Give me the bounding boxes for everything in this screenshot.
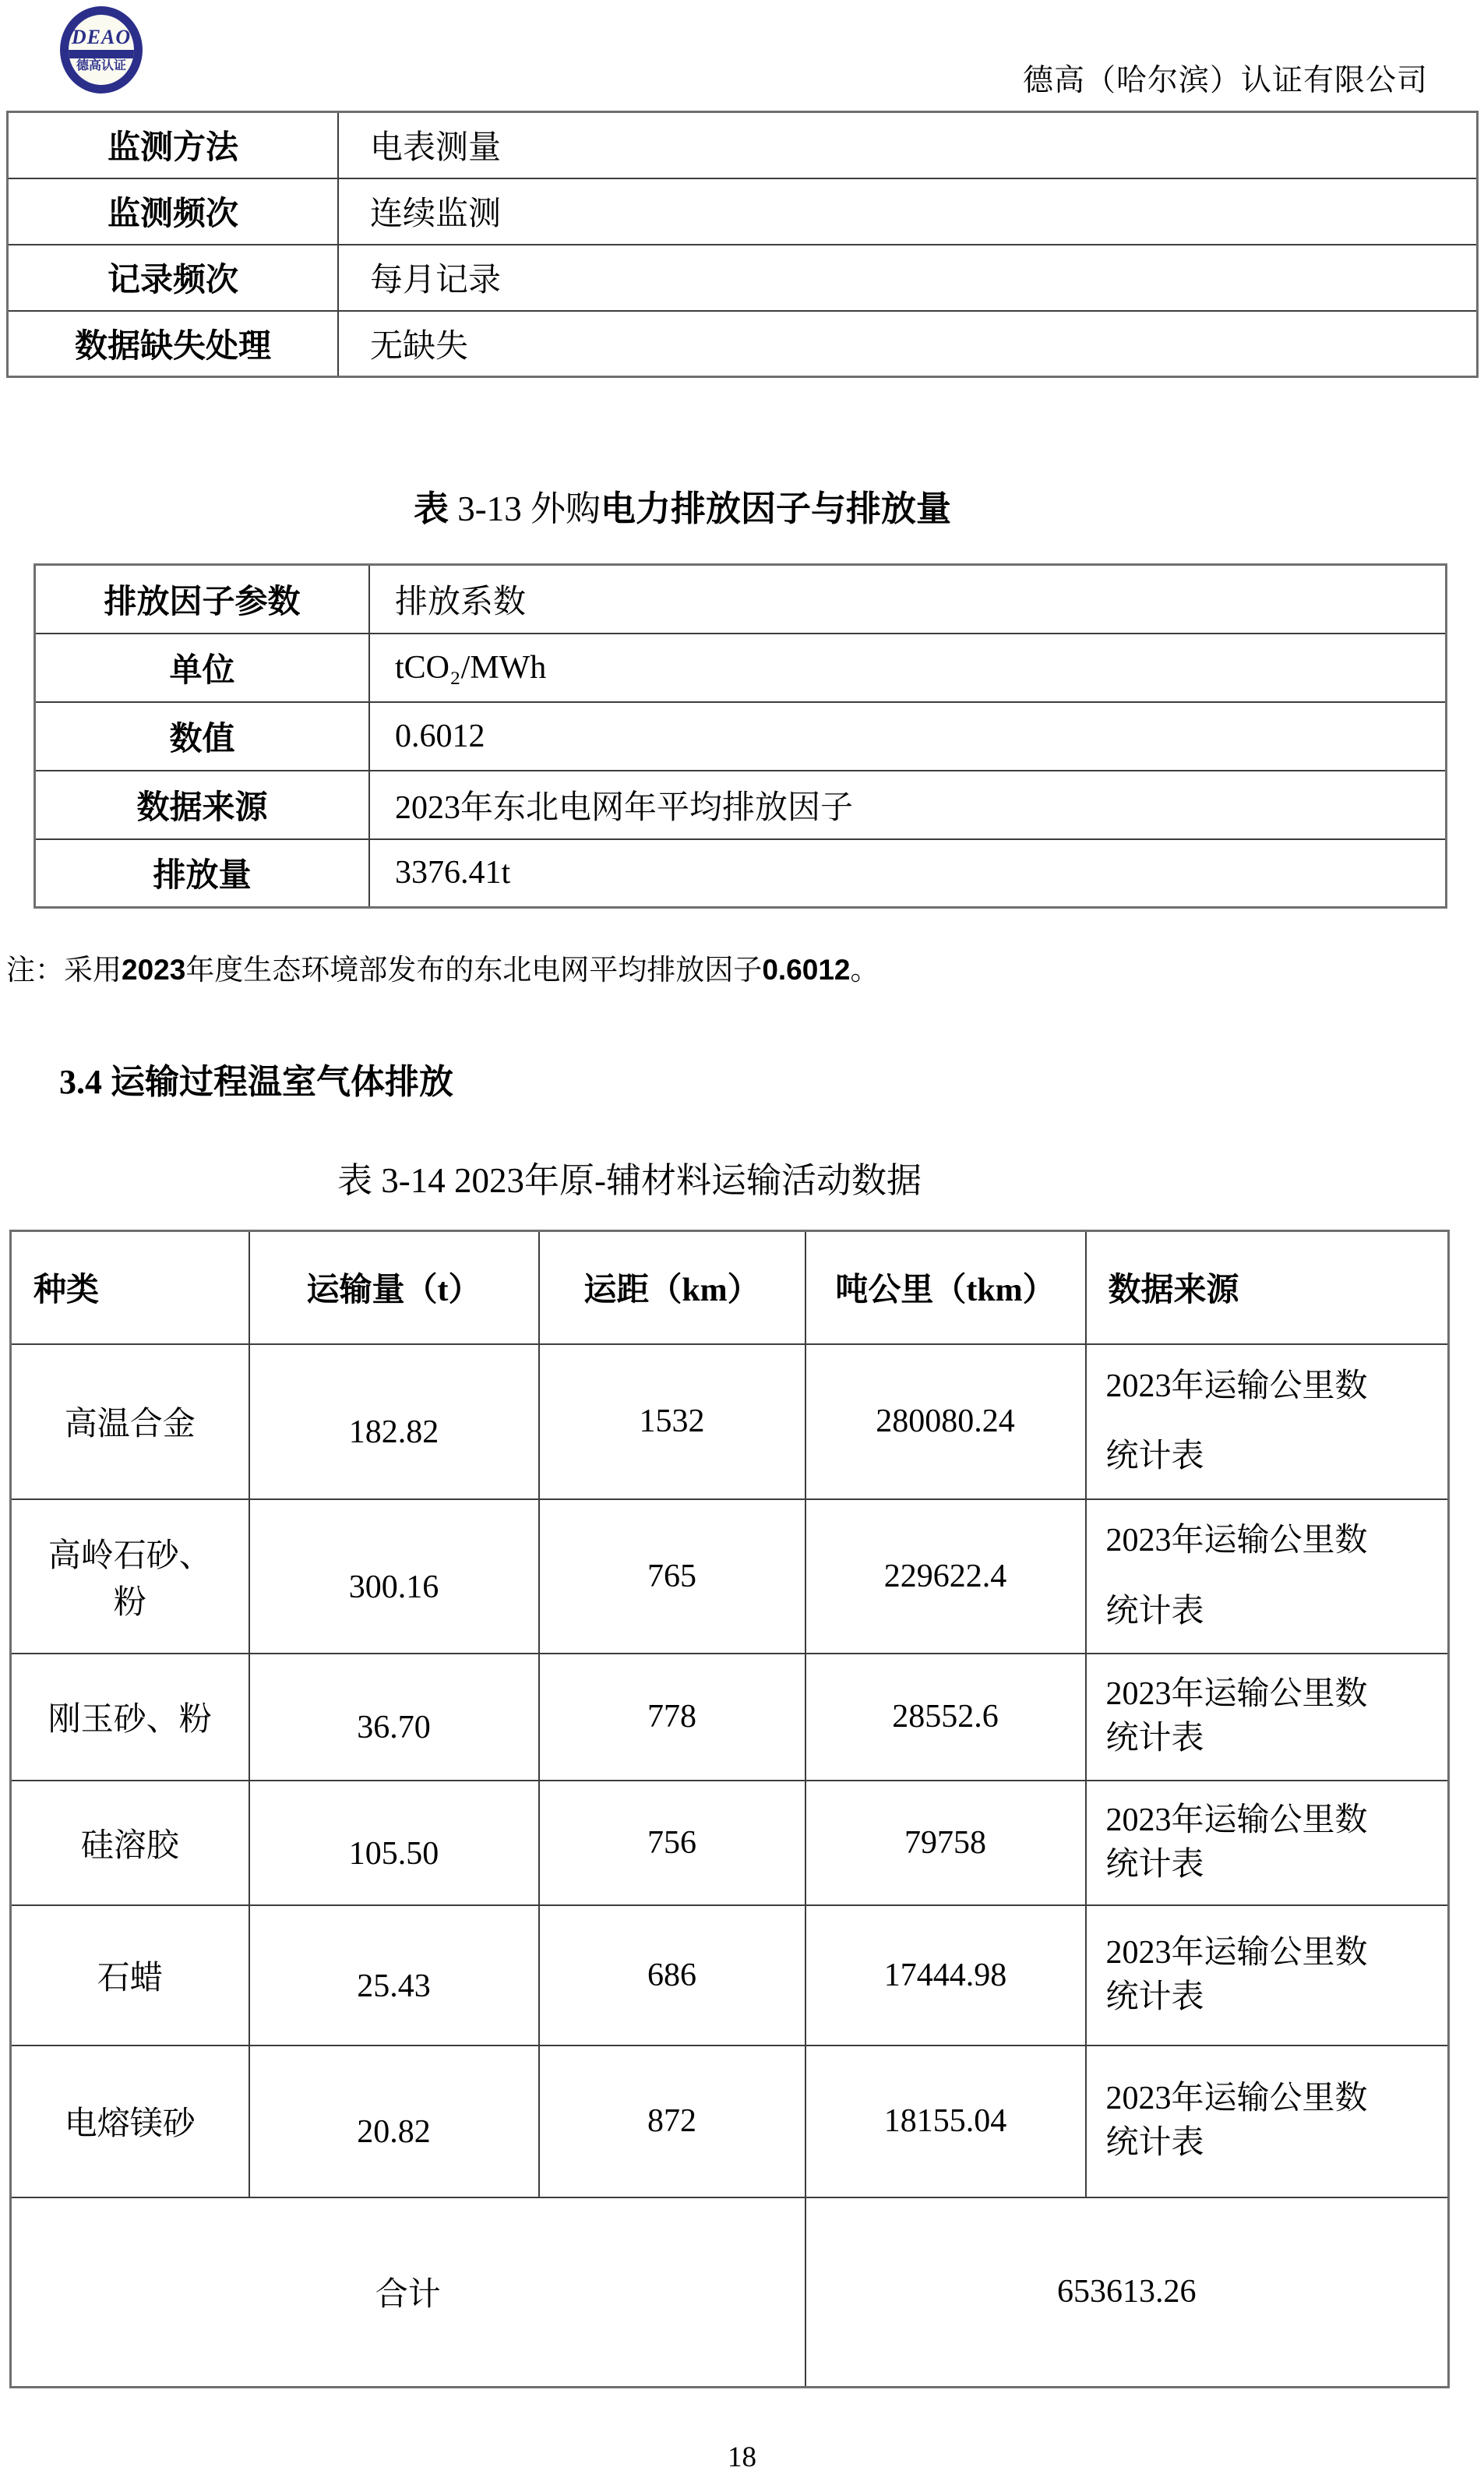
column-header: 吨公里（tkm） (805, 1231, 1086, 1344)
table-row (11, 1344, 1449, 1499)
monitoring-table (6, 111, 1479, 378)
ton-kilometers: 79758 (805, 1781, 1086, 1905)
data-source (1086, 1344, 1449, 1499)
logo-bar (68, 50, 135, 58)
total-label: 合计 (11, 2197, 805, 2388)
material-kind: 石蜡 (11, 1905, 249, 2046)
row-label: 单位 (35, 634, 370, 702)
note-part: 年度生态环境部发布的东北电网平均排放因子 (185, 955, 763, 987)
row-value: 无缺失 (338, 311, 1478, 377)
column-header: 数据来源 (1086, 1231, 1449, 1344)
source-line: 统计表 (1105, 1978, 1204, 2015)
company-logo (60, 6, 143, 94)
transport-amount: 182.82 (249, 1344, 539, 1499)
row-value: 排放系数 (369, 565, 1447, 634)
source-line: 统计表 (1105, 1593, 1204, 1629)
title-part: 外购 (531, 489, 601, 528)
source-line: 2023年运输公里数 (1105, 1676, 1368, 1713)
material-kind: 硅溶胶 (11, 1781, 249, 1905)
data-source (1086, 1499, 1449, 1654)
table-row (35, 702, 1447, 771)
transport-distance: 765 (539, 1499, 805, 1654)
title-part: 电力排放因子与排放量 (601, 489, 952, 528)
ton-kilometers: 18155.04 (805, 2046, 1086, 2197)
source-line: 2023年运输公里数 (1105, 1368, 1368, 1404)
data-source (1086, 1654, 1449, 1781)
kind-line: 粉 (113, 1584, 146, 1621)
row-label: 排放因子参数 (35, 565, 370, 634)
table-row (8, 112, 1478, 178)
table-3-14-title: 表 3-14 2023年原-辅材料运输活动数据 (337, 1161, 922, 1200)
table-row (35, 634, 1447, 702)
data-source (1086, 1781, 1449, 1905)
row-label: 数据缺失处理 (8, 311, 339, 377)
ton-kilometers: 229622.4 (805, 1499, 1086, 1654)
transport-amount: 25.43 (249, 1905, 539, 2046)
row-label: 数值 (35, 702, 370, 771)
source-line: 统计表 (1105, 2125, 1204, 2161)
row-label: 排放量 (35, 839, 370, 908)
column-header: 运输量（t） (249, 1231, 539, 1344)
table-row (35, 565, 1447, 634)
table-total-row (11, 2197, 1449, 2388)
page-number: 18 (728, 2441, 756, 2473)
table-header-row (11, 1231, 1449, 1344)
emission-factor-table (33, 563, 1447, 909)
table-row (11, 1781, 1449, 1905)
logo-text: DEAO (71, 26, 132, 48)
table-row (11, 1499, 1449, 1654)
note-part: 。 (850, 955, 879, 987)
source-line: 统计表 (1105, 1721, 1204, 1756)
source-line: 2023年运输公里数 (1105, 1802, 1368, 1838)
transport-distance: 1532 (539, 1344, 805, 1499)
row-value: tCO₂/MWh (369, 634, 1447, 702)
note-number: 0.6012 (762, 954, 851, 986)
transport-table (9, 1230, 1450, 2388)
title-part: 3-13 (449, 489, 531, 528)
table-row (11, 1654, 1449, 1781)
row-label: 监测方法 (8, 112, 339, 178)
note-part: 注：采用 (6, 955, 122, 987)
table-row (35, 771, 1447, 839)
source-line: 统计表 (1105, 1846, 1204, 1883)
material-kind: 刚玉砂、粉 (11, 1654, 249, 1781)
data-source (1086, 1905, 1449, 2046)
kind-line: 高岭石砂、 (48, 1537, 212, 1574)
row-value: 电表测量 (338, 112, 1478, 178)
transport-distance: 756 (539, 1781, 805, 1905)
ton-kilometers: 17444.98 (805, 1905, 1086, 2046)
total-value: 653613.26 (805, 2197, 1449, 2388)
company-name: 德高（哈尔滨）认证有限公司 (1022, 64, 1428, 97)
row-value: 连续监测 (338, 178, 1478, 245)
ton-kilometers: 280080.24 (805, 1344, 1086, 1499)
table-row (8, 311, 1478, 377)
source-line: 2023年运输公里数 (1105, 1934, 1368, 1971)
source-line: 2023年运输公里数 (1105, 1523, 1368, 1559)
source-line: 2023年运输公里数 (1105, 2081, 1368, 2117)
row-value: 0.6012 (369, 702, 1447, 771)
section-heading: 3.4 运输过程温室气体排放 (59, 1063, 453, 1101)
table-note (6, 946, 879, 988)
data-source (1086, 2046, 1449, 2197)
table-row (11, 1905, 1449, 2046)
source-line: 统计表 (1105, 1438, 1204, 1474)
ton-kilometers: 28552.6 (805, 1654, 1086, 1781)
row-label: 记录频次 (8, 245, 339, 311)
material-kind: 电熔镁砂 (11, 2046, 249, 2197)
column-header: 运距（km） (539, 1231, 805, 1344)
transport-distance: 686 (539, 1905, 805, 2046)
material-kind: 高温合金 (11, 1344, 249, 1499)
table-row (35, 839, 1447, 908)
transport-distance: 778 (539, 1654, 805, 1781)
material-kind (11, 1499, 249, 1654)
transport-amount: 36.70 (249, 1654, 539, 1781)
row-value: 2023年东北电网年平均排放因子 (369, 771, 1447, 839)
logo-circle-icon (60, 6, 143, 94)
logo-subtext: 德高认证 (76, 59, 126, 72)
table-row (8, 245, 1478, 311)
table-3-13-title (414, 480, 951, 531)
row-label: 监测频次 (8, 178, 339, 245)
row-value: 每月记录 (338, 245, 1478, 311)
column-header: 种类 (11, 1231, 249, 1344)
row-value: 3376.41t (369, 839, 1447, 908)
transport-amount: 105.50 (249, 1781, 539, 1905)
transport-amount: 300.16 (249, 1499, 539, 1654)
row-label: 数据来源 (35, 771, 370, 839)
transport-amount: 20.82 (249, 2046, 539, 2197)
title-part: 表 (414, 489, 449, 528)
transport-distance: 872 (539, 2046, 805, 2197)
note-number: 2023 (122, 954, 186, 986)
table-row (8, 178, 1478, 245)
table-row (11, 2046, 1449, 2197)
